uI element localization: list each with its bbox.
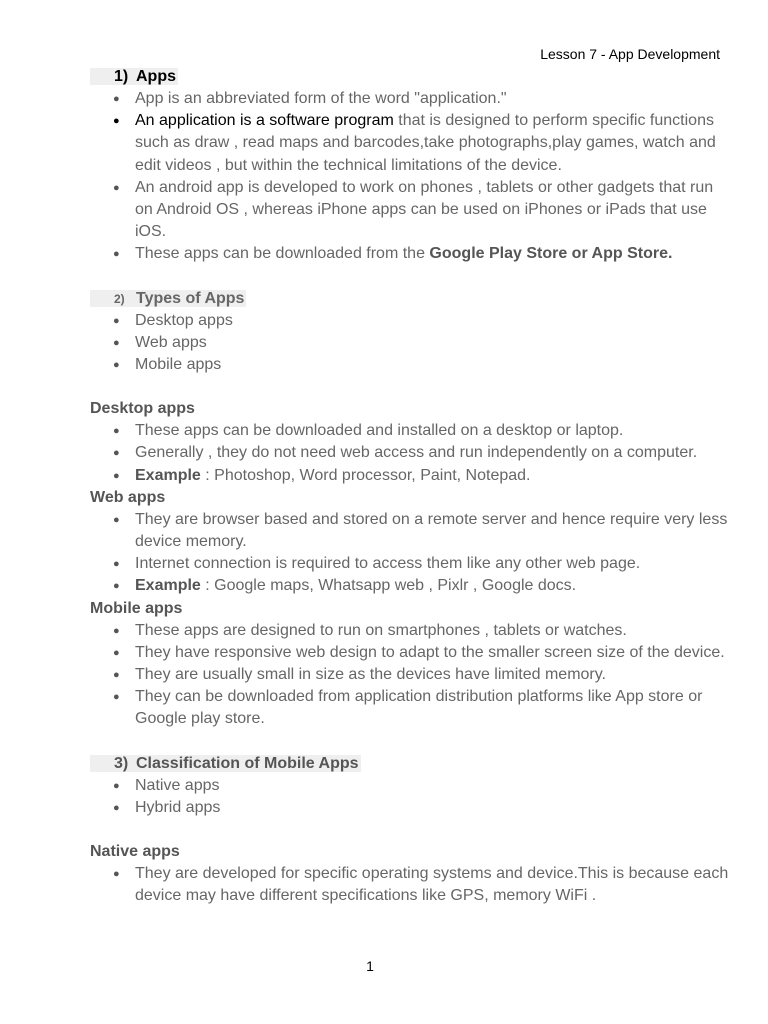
document-body: [90, 64, 730, 907]
list-item: ● Example : Google maps, Whatsapp web , Pixlr , Google docs.: [90, 575, 730, 597]
highlighted-definition: application is a software program: [159, 112, 394, 130]
native-bullet-list: [90, 863, 730, 907]
list-item: ● Desktop apps: [90, 310, 730, 332]
classification-bullet-list: [90, 775, 730, 819]
list-item: ● They are browser based and stored on a remote server and hence require very less device memory.: [90, 509, 730, 553]
list-item: ● These apps can be downloaded from the Google Play Store or App Store.: [90, 243, 730, 265]
list-item: ● These apps can be downloaded and installed on a desktop or laptop.: [90, 420, 730, 442]
list-item: ● They have responsive web design to adapt to the smaller screen size of the device.: [90, 642, 730, 664]
section-number: 2): [114, 291, 125, 306]
section-number: 1): [114, 68, 129, 85]
types-bullet-list: [90, 310, 730, 377]
section-heading-apps: [90, 66, 730, 88]
section-heading-types: [90, 288, 730, 310]
mobile-bullet-list: [90, 620, 730, 731]
list-item: ● Hybrid apps: [90, 797, 730, 819]
section-title: Apps: [136, 68, 176, 85]
list-item: ● They can be downloaded from application distribution platforms like App store or Google play store.: [90, 686, 730, 730]
list-item: ● An application is a software program that is designed to perform specific functions such as draw , read maps and barcodes,take photographs,play games, watch and edit videos , but within the technical limitations of the device.: [90, 110, 730, 177]
list-item: ● These apps are designed to run on smartphones , tablets or watches.: [90, 620, 730, 642]
desktop-bullet-list: [90, 420, 730, 487]
running-header: Lesson 7 - App Development: [540, 46, 720, 62]
section-number: 3): [114, 754, 129, 772]
list-item: ● An android app is developed to work on phones , tablets or other gadgets that run on Android OS , whereas iPhone apps can be used on iPhones or iPads that use iOS.: [90, 177, 730, 244]
desktop-apps-heading: Desktop apps: [90, 400, 195, 418]
list-item: ● Mobile apps: [90, 354, 730, 376]
list-item: ● They are usually small in size as the devices have limited memory.: [90, 664, 730, 686]
section-title: Types of Apps: [136, 289, 245, 307]
store-names: Google Play Store or App Store.: [429, 245, 673, 263]
list-item: ● Internet connection is required to access them like any other web page.: [90, 553, 730, 575]
list-item: ● Web apps: [90, 332, 730, 354]
list-item: ● They are developed for specific operating systems and device.This is because each device may have different specifications like GPS, memory WiFi .: [90, 863, 730, 907]
web-bullet-list: [90, 509, 730, 598]
native-apps-heading: Native apps: [90, 843, 180, 861]
list-item: ● Generally , they do not need web access and run independently on a computer.: [90, 442, 730, 464]
section-title: Classification of Mobile Apps: [136, 754, 359, 772]
web-apps-heading: Web apps: [90, 488, 166, 506]
list-item: ● App is an abbreviated form of the word "application.": [90, 88, 730, 110]
list-item: ● Example : Photoshop, Word processor, Paint, Notepad.: [90, 465, 730, 487]
list-item: ● Native apps: [90, 775, 730, 797]
mobile-apps-heading: Mobile apps: [90, 599, 183, 617]
page-number: 1: [366, 958, 374, 974]
section-heading-classification: [90, 753, 730, 775]
apps-bullet-list: [90, 88, 730, 266]
